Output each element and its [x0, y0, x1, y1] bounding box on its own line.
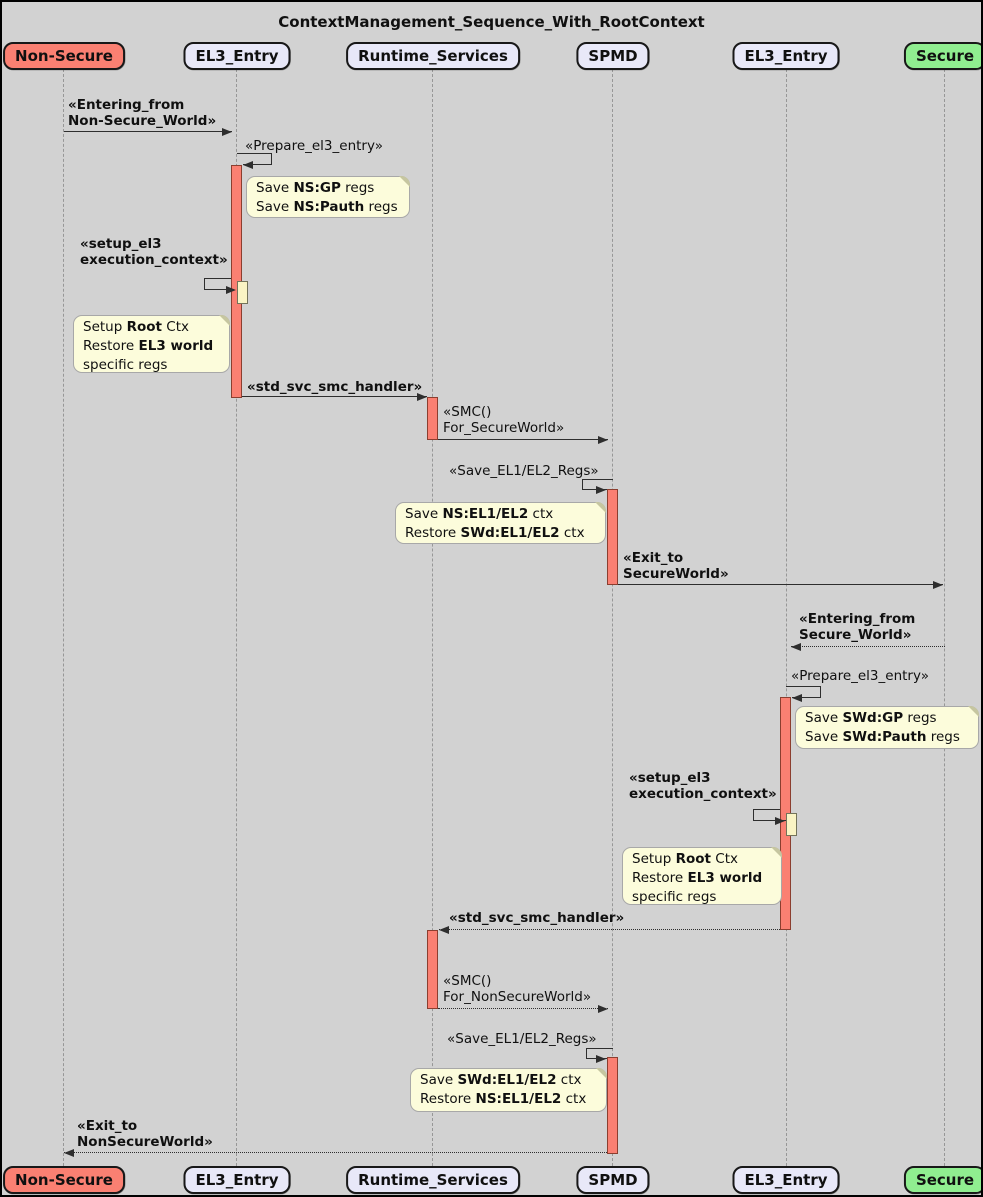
message-label-smc-for-secure-world [443, 404, 564, 436]
arrowhead-right-icon [598, 436, 608, 444]
note-fold-icon [219, 315, 230, 326]
message-line-entering-from-secure-world [791, 646, 945, 647]
participant-el3-entry-2-top: EL3_Entry [732, 42, 839, 70]
message-line1: «Entering_from [68, 97, 185, 113]
message-label-setup-el3-1 [80, 236, 228, 268]
activation-runtime-services-2 [427, 930, 438, 1009]
note-text: regs [926, 729, 960, 745]
activation-spmd-2 [607, 1057, 618, 1154]
message-line2: For_SecureWorld» [443, 420, 565, 436]
note-line [805, 709, 969, 728]
message-label-prepare-el3-entry-1 [245, 138, 383, 154]
note-text: regs [903, 710, 937, 726]
message-line1: «std_svc_smc_handler» [449, 910, 625, 926]
note-text: Restore [632, 870, 688, 886]
self-message-loop-top [237, 153, 272, 154]
note-save-ns-el1-el2 [395, 502, 606, 544]
message-line2: NonSecureWorld» [77, 1134, 213, 1150]
lifeline-spmd [612, 69, 613, 1166]
arrowhead-left-icon [792, 694, 802, 702]
message-line1: «setup_el3 [80, 236, 162, 252]
arrowhead-right-icon [933, 581, 943, 589]
note-save-swd-gp-pauth [795, 706, 979, 749]
note-line [83, 318, 220, 337]
activation-runtime-services-1 [427, 397, 438, 440]
activation-spmd-1 [607, 489, 618, 585]
arrowhead-right-icon [222, 128, 232, 136]
note-save-ns-gp-pauth [246, 176, 410, 218]
arrowhead-right-icon [775, 817, 785, 825]
arrowhead-right-icon [596, 486, 606, 494]
note-text: Save [805, 729, 843, 745]
note-line [83, 337, 220, 356]
message-label-prepare-el3-entry-2 [791, 668, 929, 684]
note-text: Ctx [711, 851, 738, 867]
message-line2: Secure_World» [799, 627, 912, 643]
note-text-bold: EL3 world [687, 870, 763, 886]
message-label-entering-from-secure-world [799, 611, 915, 643]
message-line2: execution_context» [80, 252, 228, 268]
arrowhead-left-icon [64, 1149, 74, 1157]
note-text: ctx [561, 1091, 587, 1107]
note-text: specific regs [83, 357, 168, 373]
message-label-smc-for-non-secure-world [443, 973, 591, 1005]
arrowhead-right-icon [226, 286, 236, 294]
note-line [420, 1071, 597, 1090]
message-line-exit-to-non-secure-world [64, 1152, 607, 1153]
note-text-bold: SWd:Pauth [842, 729, 927, 745]
note-line [632, 869, 772, 888]
note-line [420, 1090, 597, 1109]
note-text: Restore [83, 338, 139, 354]
note-fold-icon [399, 176, 410, 187]
participant-non-secure-bottom: Non-Secure [3, 1166, 125, 1194]
activation-el3-entry-1-nested [237, 281, 248, 304]
note-text: regs [340, 180, 375, 196]
note-text: Save [420, 1072, 458, 1088]
note-text: Setup [632, 851, 676, 867]
note-text: Save [805, 710, 843, 726]
message-label-exit-to-non-secure-world [77, 1118, 213, 1150]
self-message-loop-top [786, 686, 821, 687]
message-line1: «Save_EL1/EL2_Regs» [449, 463, 599, 479]
note-text: Restore [420, 1091, 476, 1107]
arrowhead-left-icon [243, 161, 253, 169]
participant-non-secure-top: Non-Secure [3, 42, 125, 70]
participant-spmd-bottom: SPMD [576, 1166, 649, 1194]
note-fold-icon [596, 1068, 607, 1079]
note-text: Ctx [162, 319, 189, 335]
message-line2: SecureWorld» [623, 566, 729, 582]
participant-secure-bottom: Secure [904, 1166, 983, 1194]
note-text-bold: NS:Pauth [293, 199, 365, 215]
note-save-swd-el1-el2 [410, 1068, 607, 1112]
message-label-std-svc-smc-handler-2 [449, 910, 624, 926]
participant-secure-top: Secure [904, 42, 983, 70]
note-text: Setup [83, 319, 127, 335]
participant-el3-entry-1-top: EL3_Entry [183, 42, 290, 70]
note-line [256, 198, 400, 217]
note-text-bold: NS:GP [293, 180, 341, 196]
note-text-bold: EL3 world [138, 338, 214, 354]
message-label-setup-el3-2 [629, 770, 777, 802]
self-message-loop-top [586, 1048, 613, 1049]
lifeline-el3-entry-2 [786, 69, 787, 1166]
message-line1: «Prepare_el3_entry» [791, 668, 929, 684]
note-line [405, 505, 596, 524]
message-line-smc-for-non-secure-world [438, 1008, 608, 1009]
note-text: Restore [405, 525, 461, 541]
note-text: ctx [528, 506, 554, 522]
message-line-smc-for-secure-world [438, 439, 608, 440]
arrowhead-left-icon [791, 643, 801, 651]
note-line [405, 524, 596, 543]
message-line-entering-from-non-secure-world [64, 131, 232, 132]
message-label-save-el1-el2-regs-1 [449, 463, 599, 479]
note-text-bold: SWd:GP [842, 710, 904, 726]
message-label-entering-from-non-secure-world [68, 97, 216, 129]
note-line [632, 850, 772, 869]
note-text: regs [364, 199, 398, 215]
message-label-std-svc-smc-handler-1 [247, 379, 422, 395]
note-text-bold: Root [126, 319, 162, 335]
message-line2: Non-Secure_World» [68, 113, 217, 129]
message-line1: «SMC() [443, 973, 492, 989]
arrowhead-right-icon [596, 1055, 606, 1063]
note-text: ctx [556, 1072, 582, 1088]
arrowhead-right-icon [598, 1005, 608, 1013]
message-line2: execution_context» [629, 786, 777, 802]
note-text-bold: NS:EL1/EL2 [475, 1091, 562, 1107]
note-line [632, 888, 772, 907]
message-line-std-svc-smc-handler-2 [439, 929, 780, 930]
lifeline-secure [944, 69, 945, 1166]
message-label-save-el1-el2-regs-2 [447, 1031, 597, 1047]
note-text: Save [405, 506, 443, 522]
note-text-bold: SWd:EL1/EL2 [460, 525, 560, 541]
self-message-loop-top [753, 809, 780, 810]
note-setup-root-ctx-2 [622, 847, 782, 905]
note-text-bold: NS:EL1/EL2 [442, 506, 529, 522]
message-line1: «SMC() [443, 404, 492, 420]
message-line-exit-to-secure-world [618, 584, 943, 585]
self-message-loop-top [582, 479, 613, 480]
message-line1: «Exit_to [77, 1118, 138, 1134]
message-line1: «Prepare_el3_entry» [245, 138, 383, 154]
activation-el3-entry-2-nested [786, 813, 797, 836]
lifeline-non-secure [63, 69, 64, 1166]
message-line1: «std_svc_smc_handler» [247, 379, 423, 395]
message-label-exit-to-secure-world [623, 550, 729, 582]
participant-runtime-services-bottom: Runtime_Services [346, 1166, 520, 1194]
note-fold-icon [968, 706, 979, 717]
participant-spmd-top: SPMD [576, 42, 649, 70]
note-line [83, 356, 220, 375]
participant-el3-entry-2-bottom: EL3_Entry [732, 1166, 839, 1194]
message-line1: «setup_el3 [629, 770, 711, 786]
note-text-bold: Root [675, 851, 711, 867]
message-line1: «Entering_from [799, 611, 916, 627]
note-line [805, 728, 969, 747]
arrowhead-left-icon [439, 926, 449, 934]
participant-el3-entry-1-bottom: EL3_Entry [183, 1166, 290, 1194]
arrowhead-right-icon [417, 393, 427, 401]
message-line1: «Exit_to [623, 550, 684, 566]
message-line-std-svc-smc-handler-1 [242, 396, 427, 397]
note-text-bold: SWd:EL1/EL2 [457, 1072, 557, 1088]
note-setup-root-ctx-1 [73, 315, 230, 373]
participant-runtime-services-top: Runtime_Services [346, 42, 520, 70]
message-line2: For_NonSecureWorld» [443, 989, 592, 1005]
note-text: Save [256, 180, 294, 196]
self-message-loop-top [204, 278, 231, 279]
note-text: specific regs [632, 889, 717, 905]
note-text: Save [256, 199, 294, 215]
message-line1: «Save_EL1/EL2_Regs» [447, 1031, 597, 1047]
diagram-title: ContextManagement_Sequence_With_RootContext [278, 13, 705, 31]
note-line [256, 179, 400, 198]
note-text: ctx [559, 525, 585, 541]
note-fold-icon [595, 502, 606, 513]
